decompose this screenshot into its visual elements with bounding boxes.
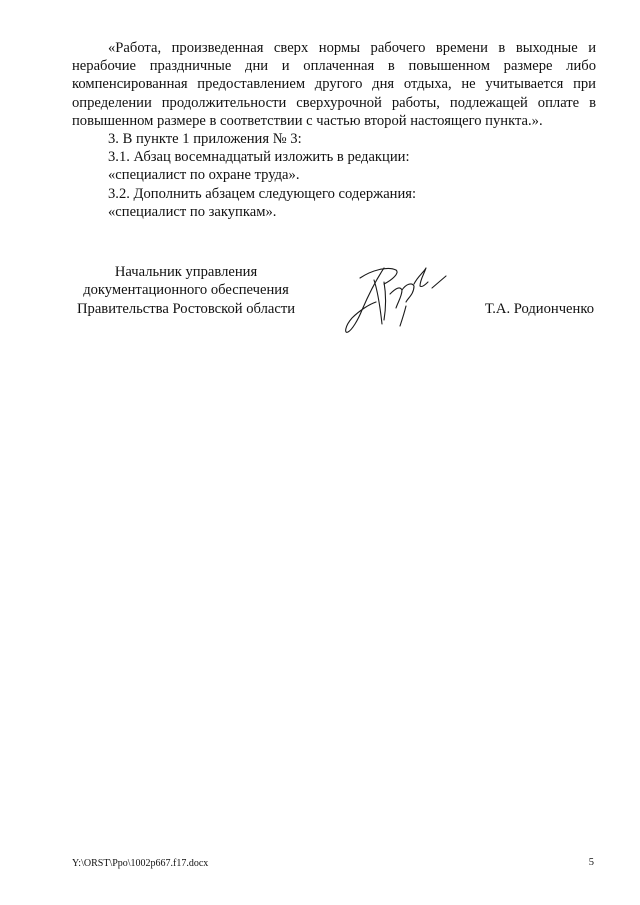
paragraph-item-3-1: 3.1. Абзац восемнадцатый изложить в редакции: <box>108 149 410 166</box>
page-number: 5 <box>588 857 594 868</box>
paragraph-quote-procurement-specialist: «специалист по закупкам». <box>108 203 277 220</box>
paragraph-overtime-clause: «Работа, произведенная сверх нормы рабочего времени в выходные и нерабочие праздничные дни и оплаченная в повышенном размере либо компенсированная предоставлением другого дня отдыха, не учитывается при определении продолжительности сверхурочной работы, подлежащей оплате в повышенном размере в соответствии с частью второй настоящего пункта.». <box>72 40 596 129</box>
paragraph-quote-safety-specialist: «специалист по охране труда». <box>108 167 300 184</box>
signatory-name: Т.А. Родионченко <box>484 301 594 317</box>
paragraph-item-3-2: 3.2. Дополнить абзацем следующего содержания: <box>108 185 417 202</box>
signatory-title-line-2: документационного обеспечения <box>83 282 289 299</box>
signatory-title-line-3: Правительства Ростовской области <box>76 300 296 317</box>
handwritten-signature <box>340 254 452 338</box>
signatory-title-line-1: Начальник управления <box>114 264 258 280</box>
footer-file-path: Y:\ORST\Ppo\1002p667.f17.docx <box>72 858 209 869</box>
paragraph-item-3: 3. В пункте 1 приложения № 3: <box>108 131 302 148</box>
document-body <box>72 39 596 221</box>
signatory-title <box>66 263 306 318</box>
